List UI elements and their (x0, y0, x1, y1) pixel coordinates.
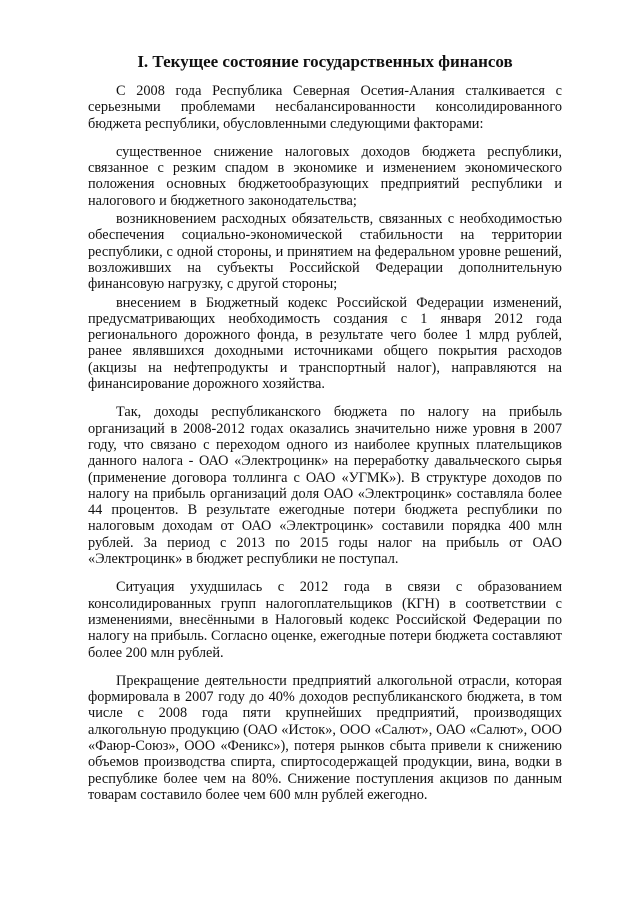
document-page (88, 52, 562, 803)
paragraph-intro: С 2008 года Республика Северная Осетия-Алания сталкивается с серьезными проблемами несбалансированности консолидированного бюджета республики, обусловленными следующими факторами: (88, 83, 562, 132)
paragraph-profit-tax: Так, доходы республиканского бюджета по налогу на прибыль организаций в 2008-2012 годах оказались значительно ниже уровня в 2007 году, что связано с переходом одного из наиболее крупных плательщиков данного налога - ОАО «Электроцинк» на переработку давальческого сырья (применение договора толлинга с ОАО «УГМК»). В структуре доходов по налогу на прибыль организаций доля ОАО «Электроцинк» составляла более 44 процентов. В результате ежегодные потери бюджета республики по налоговым доходам от ОАО «Электроцинк» составили порядка 400 млн рублей. За период с 2013 по 2015 годы налог на прибыль от ОАО «Электроцинк» в бюджет республики не поступал. (88, 404, 562, 568)
paragraph-factor-road-fund: внесением в Бюджетный кодекс Российской Федерации изменений, предусматривающих необходимость создания с 1 января 2012 года регионального дорожного фонда, в результате чего более 1 млрд рублей, ранее являвшихся доходными источниками общего покрытия расходов (акцизы на нефтепродукты и транспортный налог), направляются на финансирование дорожного хозяйства. (88, 294, 562, 393)
section-title: I. Текущее состояние государственных финансов (137, 52, 513, 71)
paragraph-factor-tax-decline: существенное снижение налоговых доходов бюджета республики, связанное с резким спадом в экономике и изменением экономического положения основных бюджетообразующих предприятий республики и налогового и бюджетного законодательства; (88, 143, 562, 209)
paragraph-factor-obligations: возникновением расходных обязательств, связанных с необходимостью обеспечения социально-экономической стабильности на территории республики, с одной стороны, и принятием на федеральном уровне решений, возложивших на субъекты Российской Федерации дополнительную финансовую нагрузку, с другой стороны; (88, 211, 562, 293)
paragraph-alcohol-industry: Прекращение деятельности предприятий алкогольной отрасли, которая формировала в 2007 году до 40% доходов республиканского бюджета, в том числе с 2008 года пяти крупнейших предприятий, производящих алкогольную продукцию (ОАО «Исток», ООО «Салют», ОАО «Салют», ООО «Фаюр-Союз», ООО «Феникс»), потеря рынков сбыта привели к снижению объемов производства спирта, спиртосодержащей продукции, вина, водки в республике более чем на 80%. Снижение поступления акцизов по данным товарам составило более чем 600 млн рублей ежегодно. (88, 672, 562, 803)
paragraph-kgn: Ситуация ухудшилась с 2012 года в связи с образованием консолидированных групп налогоплательщиков (КГН) в соответствии с изменениями, внесёнными в Налоговый кодекс Российской Федерации по налогу на прибыль. Согласно оценке, ежегодные потери бюджета составляют более 200 млн рублей. (88, 579, 562, 661)
